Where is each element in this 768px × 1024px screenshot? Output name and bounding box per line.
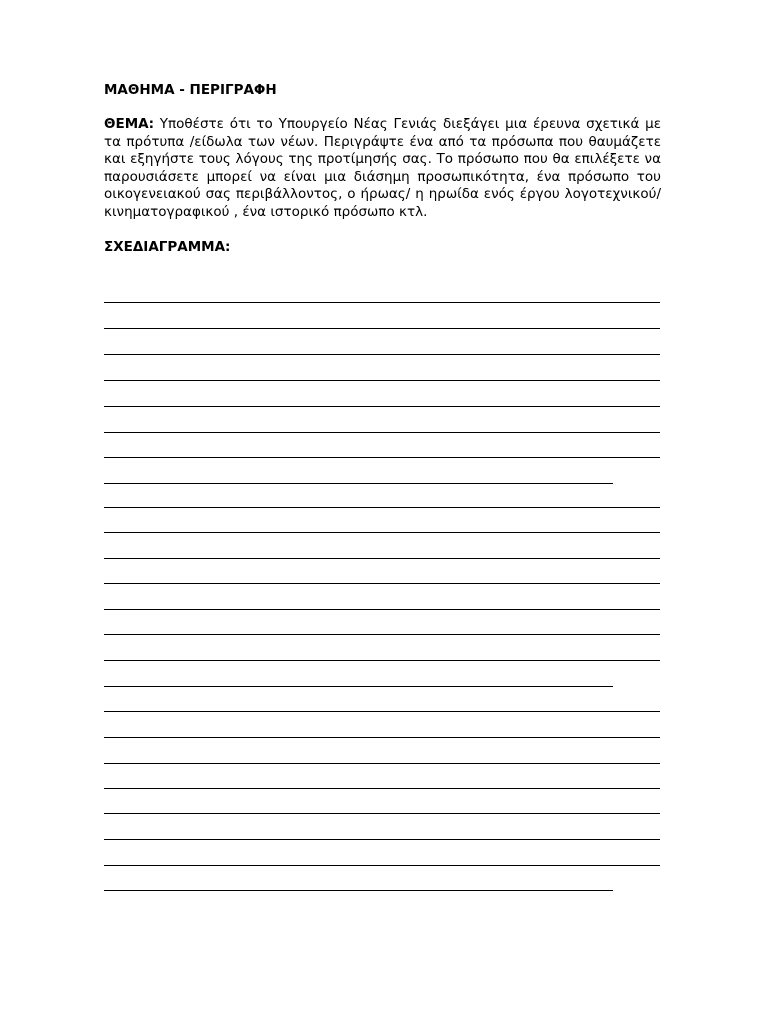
topic-text: Υποθέστε ότι το Υπουργείο Νέας Γενιάς διεξάγει μια έρευνα σχετικά με τα πρότυπα /είδωλα των νέων. Περιγράψτε ένα από τα πρόσωπα που θαυμάζετε και εξηγήστε τους λόγους της προτίμησής σας. Το πρόσωπο που θα επιλέξετε να παρουσιάσετε μπορεί να είναι μια διάσημη προσωπικότητα, ένα πρόσωπο του οικογενειακού σας περιβάλλοντος, ο ήρωας/ η ηρωίδα ενός έργου λογοτεχνικού/ κινηματογραφικού , ένα ιστορικό πρόσωπο κτλ.: [104, 116, 661, 220]
writing-line: [104, 583, 660, 584]
writing-line: [104, 711, 660, 712]
writing-line: [104, 302, 660, 303]
writing-line: [104, 788, 660, 789]
outline-title: ΣΧΕΔΙΑΓΡΑΜΜΑ:: [104, 238, 231, 255]
writing-line: [104, 432, 660, 433]
writing-line: [104, 763, 660, 764]
writing-line: [104, 457, 660, 458]
writing-line: [104, 737, 660, 738]
writing-line: [104, 813, 660, 814]
writing-line: [104, 558, 660, 559]
writing-line: [104, 686, 613, 687]
writing-line: [104, 865, 660, 866]
writing-line: [104, 406, 660, 407]
writing-line: [104, 634, 660, 635]
writing-line: [104, 507, 660, 508]
writing-line: [104, 354, 660, 355]
topic-label: ΘΕΜΑ:: [104, 116, 154, 132]
writing-line: [104, 483, 613, 484]
worksheet-header: [104, 82, 661, 256]
writing-line: [104, 890, 613, 891]
writing-line: [104, 380, 660, 381]
writing-line: [104, 839, 660, 840]
writing-line: [104, 532, 660, 533]
writing-line: [104, 328, 660, 329]
lesson-title: ΜΑΘΗΜΑ - ΠΕΡΙΓΡΑΦΗ: [104, 82, 277, 98]
topic-paragraph: [104, 116, 661, 222]
writing-line: [104, 609, 660, 610]
writing-line: [104, 660, 660, 661]
